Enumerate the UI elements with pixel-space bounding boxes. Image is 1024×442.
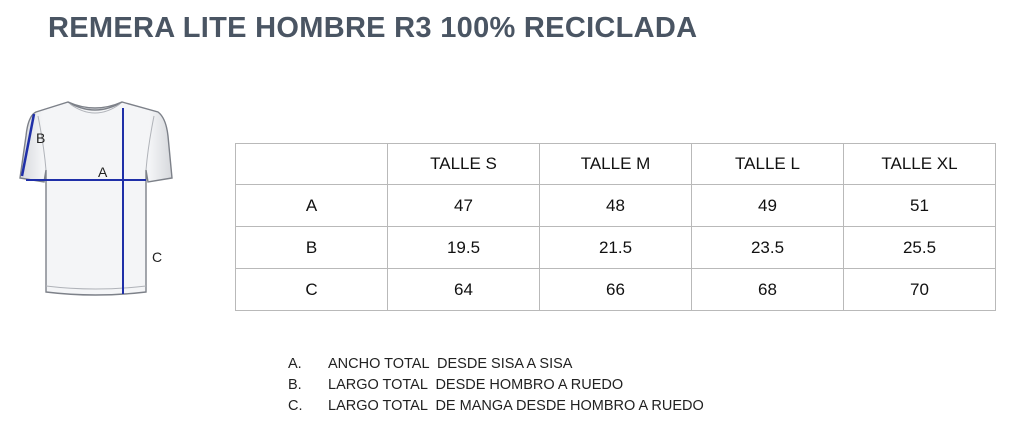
table-header-cell: TALLE M (540, 144, 692, 185)
dim-label-c: C (152, 249, 163, 265)
table-cell: 68 (692, 269, 844, 311)
table-cell: 48 (540, 185, 692, 227)
table-row (236, 227, 996, 269)
table-cell: 21.5 (540, 227, 692, 269)
table-cell: 64 (388, 269, 540, 311)
legend-text: LARGO TOTAL DE MANGA DESDE HOMBRO A RUEDO (328, 398, 704, 414)
legend-item (288, 396, 704, 417)
table-header-cell: TALLE L (692, 144, 844, 185)
table-header-cell: TALLE XL (844, 144, 996, 185)
table-row (236, 269, 996, 311)
legend-letter: C. (288, 398, 303, 414)
tshirt-diagram (10, 96, 180, 306)
row-label: A (236, 185, 388, 227)
measurement-legend (288, 354, 704, 417)
legend-item (288, 354, 704, 375)
table-cell: 19.5 (388, 227, 540, 269)
table-cell: 66 (540, 269, 692, 311)
table-cell: 25.5 (844, 227, 996, 269)
table-cell: 51 (844, 185, 996, 227)
table-cell: 49 (692, 185, 844, 227)
legend-letter: B. (288, 377, 302, 393)
row-label: C (236, 269, 388, 311)
size-table (235, 143, 996, 311)
table-header-cell: TALLE S (388, 144, 540, 185)
table-header-row (236, 144, 996, 185)
table-cell: 70 (844, 269, 996, 311)
legend-text: LARGO TOTAL DESDE HOMBRO A RUEDO (328, 377, 624, 393)
dim-label-b: B (36, 130, 46, 146)
table-row (236, 185, 996, 227)
page-title: REMERA LITE HOMBRE R3 100% RECICLADA (48, 12, 698, 44)
legend-item (288, 375, 704, 396)
legend-letter: A. (288, 356, 302, 372)
tshirt-outline-icon (10, 96, 180, 306)
table-header-cell (236, 144, 388, 185)
legend-text: ANCHO TOTAL DESDE SISA A SISA (328, 356, 573, 372)
dim-label-a: A (98, 164, 108, 180)
row-label: B (236, 227, 388, 269)
table-cell: 23.5 (692, 227, 844, 269)
table-cell: 47 (388, 185, 540, 227)
